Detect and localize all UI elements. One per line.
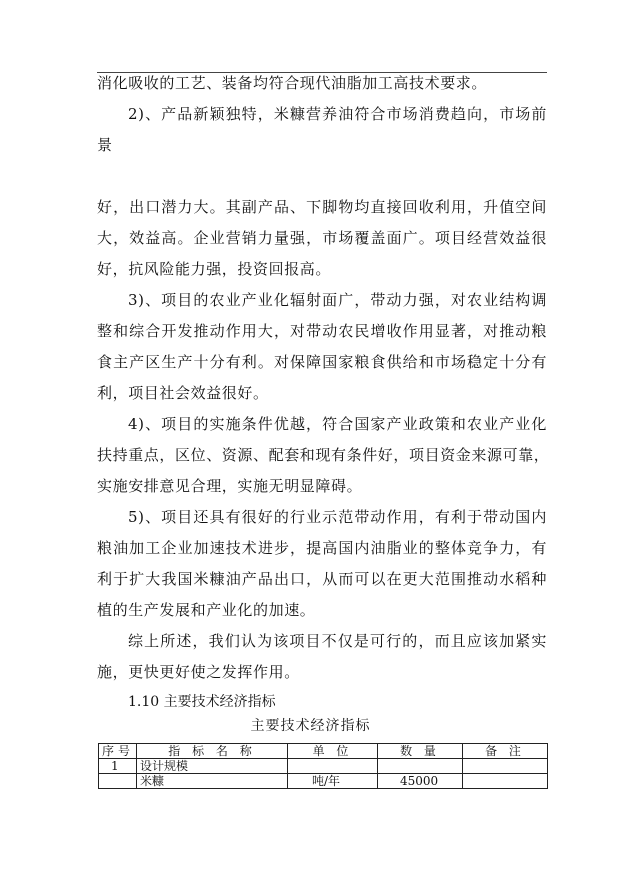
table-row xyxy=(99,774,548,789)
header-cell-name: 指 标 名 称 xyxy=(137,744,288,759)
table-cell: 米糠 xyxy=(137,774,288,789)
body-line-11: 4)、项目的实施条件优越，符合国家产业政策和农业产业化 xyxy=(128,415,547,433)
table-header-row xyxy=(99,744,548,759)
indicator-table xyxy=(98,743,548,789)
header-cell-remark: 备 注 xyxy=(463,744,548,759)
body-line-17: 植的生产发展和产业化的加速。 xyxy=(97,601,316,619)
table-cell xyxy=(463,759,548,774)
body-line-15: 粮油加工企业加速技术进步，提高国内油脂业的整体竞争力，有 xyxy=(97,539,547,557)
body-line-2: 2)、产品新颖独特，米糠营养油符合市场消费趋向，市场前 xyxy=(128,105,547,123)
table-cell: 吨/年 xyxy=(288,774,378,789)
table-cell xyxy=(378,759,463,774)
body-line-10: 利，项目社会效益很好。 xyxy=(97,384,269,402)
table-cell: 设计规模 xyxy=(137,759,288,774)
body-line-7: 3)、项目的农业产业化辐射面广，带动力强，对农业结构调 xyxy=(128,291,547,309)
header-cell-quantity: 数 量 xyxy=(378,744,463,759)
body-line-4: 好，出口潜力大。其副产品、下脚物均直接回收利用，升值空间 xyxy=(97,198,547,216)
body-line-13: 实施安排意见合理，实施无明显障碍。 xyxy=(97,477,363,495)
table-caption: 主要技术经济指标 xyxy=(250,718,371,734)
body-line-18: 综上所述，我们认为该项目不仅是可行的，而且应该加紧实 xyxy=(128,632,547,650)
table-cell xyxy=(288,759,378,774)
body-line-6: 好，抗风险能力强，投资回报高。 xyxy=(97,260,332,278)
body-line-9: 食主产区生产十分有利。对保障国家粮食供给和市场稳定十分有 xyxy=(97,353,547,371)
body-line-5: 大，效益高。企业营销力量强，市场覆盖面广。项目经营效益很 xyxy=(97,229,547,247)
body-line-1: 消化吸收的工艺、装备均符合现代油脂加工高技术要求。 xyxy=(97,74,488,92)
table-cell xyxy=(99,774,137,789)
table-cell: 45000 xyxy=(378,774,463,789)
header-cell-unit: 单 位 xyxy=(288,744,378,759)
body-line-8: 整和综合开发推动作用大，对带动农民增收作用显著，对推动粮 xyxy=(97,322,547,340)
table-cell: 1 xyxy=(99,759,137,774)
body-line-12: 扶持重点，区位、资源、配套和现有条件好，项目资金来源可靠， xyxy=(97,446,550,464)
table-row xyxy=(99,759,548,774)
body-line-14: 5)、项目还具有很好的行业示范带动作用，有利于带动国内 xyxy=(128,508,547,526)
header-cell-index: 序号 xyxy=(99,744,137,759)
body-line-3: 景 xyxy=(97,136,113,154)
section-heading: 1.10 主要技术经济指标 xyxy=(128,694,276,710)
body-line-16: 利于扩大我国米糠油产品出口，从而可以在更大范围推动水稻种 xyxy=(97,570,547,588)
body-line-19: 施，更快更好使之发挥作用。 xyxy=(97,663,300,681)
table-cell xyxy=(463,774,548,789)
